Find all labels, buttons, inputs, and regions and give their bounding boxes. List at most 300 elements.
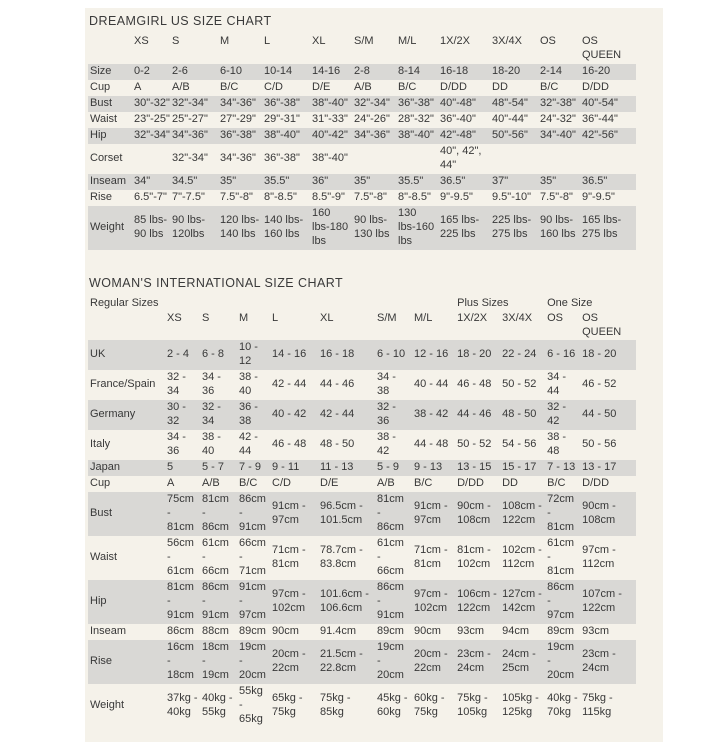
table-cell: 11 - 13 bbox=[320, 461, 354, 474]
row-label: Hip bbox=[90, 128, 107, 141]
table-cell: 40kg - 55kg bbox=[202, 691, 233, 718]
table-row bbox=[88, 144, 636, 174]
table-cell: 60kg - 75kg bbox=[414, 691, 445, 718]
table-cell: 86cm - 91cm bbox=[202, 580, 229, 621]
table-row bbox=[88, 536, 636, 580]
row-label: Bust bbox=[90, 96, 113, 109]
table-cell bbox=[396, 144, 438, 174]
size-chart-page bbox=[85, 8, 663, 742]
table-cell: 38"-40" bbox=[264, 128, 300, 141]
table-row bbox=[88, 340, 636, 370]
table-cell: C/D bbox=[272, 477, 291, 490]
table-cell: 48 - 50 bbox=[320, 438, 355, 451]
column-header: 3X/4X bbox=[502, 311, 533, 324]
row-label: UK bbox=[90, 348, 106, 361]
table-cell: 7 - 13 bbox=[547, 461, 576, 474]
table-cell: 19cm - 20cm bbox=[377, 640, 404, 681]
table-cell: 7.5"-8" bbox=[540, 190, 573, 203]
row-label: Bust bbox=[90, 507, 113, 520]
row-label: Japan bbox=[90, 461, 120, 474]
table-cell: 97cm - 102cm bbox=[272, 587, 306, 614]
table-cell: 16-18 bbox=[440, 64, 469, 77]
table-cell: 6 - 16 bbox=[547, 348, 576, 361]
table-cell: 36" bbox=[312, 174, 329, 187]
table-row bbox=[88, 128, 636, 144]
table-row bbox=[88, 580, 636, 624]
table-cell: 14 - 16 bbox=[272, 348, 307, 361]
table-cell: 24"-32" bbox=[540, 112, 576, 125]
table-cell: 40 - 42 bbox=[272, 408, 307, 421]
row-label: Hip bbox=[90, 594, 107, 607]
table-cell: 36.5" bbox=[582, 174, 608, 187]
table-cell: 34"-36" bbox=[172, 128, 208, 141]
table-row bbox=[88, 476, 636, 492]
table-cell: 35.5" bbox=[264, 174, 290, 187]
table-cell: 61cm - 66cm bbox=[377, 537, 404, 577]
column-header-row bbox=[88, 34, 636, 64]
table-cell: A bbox=[134, 80, 142, 93]
table-cell: D/E bbox=[320, 477, 339, 490]
table-cell: 44 - 48 bbox=[414, 438, 449, 451]
table-cell: 81cm - 86cm bbox=[377, 493, 404, 534]
table-cell: B/C bbox=[547, 477, 566, 490]
column-header: XS bbox=[167, 311, 182, 324]
table-cell: 7"-7.5" bbox=[172, 190, 205, 203]
table-cell bbox=[132, 144, 170, 174]
table-cell: 42 - 44 bbox=[239, 431, 258, 458]
table-cell: 45kg - 60kg bbox=[377, 691, 408, 718]
table-row bbox=[88, 64, 636, 80]
table-cell: 37kg - 40kg bbox=[167, 691, 198, 718]
table-cell: 106cm - 122cm bbox=[457, 587, 497, 614]
table-cell: B/C bbox=[239, 477, 258, 490]
row-label: Corset bbox=[90, 151, 123, 164]
column-header: S bbox=[172, 35, 180, 47]
table-row bbox=[88, 112, 636, 128]
table-cell: 85 lbs- 90 lbs bbox=[134, 213, 168, 240]
table-cell: 8.5"-9" bbox=[312, 190, 345, 203]
table-cell: D/DD bbox=[457, 477, 484, 490]
table-cell: B/C bbox=[414, 477, 433, 490]
table-cell: 34 - 36 bbox=[167, 431, 186, 458]
table-cell: 86cm - 97cm bbox=[547, 580, 575, 621]
international-chart-title: WOMAN'S INTERNATIONAL SIZE CHART bbox=[89, 275, 344, 290]
table-cell: 42"-48" bbox=[440, 128, 476, 141]
table-cell: 61cm - 66cm bbox=[202, 537, 229, 577]
table-cell: 94cm bbox=[502, 624, 530, 637]
table-cell: 34"-36" bbox=[354, 128, 390, 141]
table-cell: 9"-9.5" bbox=[440, 190, 473, 203]
table-cell: 18 - 20 bbox=[582, 348, 617, 361]
table-cell bbox=[580, 144, 636, 174]
table-cell: A/B bbox=[354, 80, 372, 93]
table-cell: 9 - 11 bbox=[272, 461, 300, 474]
table-cell: 72cm - 81cm bbox=[547, 493, 575, 534]
row-label: France/Spain bbox=[90, 378, 156, 391]
table-cell: 50 - 56 bbox=[582, 438, 617, 451]
table-cell: 2-8 bbox=[354, 64, 370, 77]
table-cell: 40"-44" bbox=[492, 112, 528, 125]
table-row bbox=[88, 624, 636, 640]
table-cell: 75kg - 115kg bbox=[582, 691, 613, 718]
table-cell: 38 - 42 bbox=[377, 431, 396, 458]
table-cell: 48 - 50 bbox=[502, 408, 537, 421]
table-cell: 91.4cm bbox=[320, 624, 357, 637]
row-label: Inseam bbox=[90, 174, 127, 187]
table-cell: 29"-31" bbox=[264, 112, 300, 125]
table-cell: 91cm - 97cm bbox=[414, 500, 448, 527]
us-chart-title: DREAMGIRL US SIZE CHART bbox=[89, 14, 272, 28]
table-cell: 35" bbox=[540, 174, 557, 187]
table-cell: 37" bbox=[492, 174, 509, 187]
table-cell: 13 - 17 bbox=[582, 461, 617, 474]
table-cell: 86cm bbox=[167, 624, 194, 637]
table-cell: 35" bbox=[354, 174, 371, 187]
table-cell: 130 lbs-160 lbs bbox=[398, 206, 435, 247]
table-cell: 32"-34" bbox=[172, 96, 208, 109]
table-cell: 93cm bbox=[457, 624, 485, 637]
table-cell: 18 - 20 bbox=[457, 348, 492, 361]
table-cell: 55kg - 65kg bbox=[239, 684, 263, 725]
table-cell: 38 - 40 bbox=[239, 371, 258, 398]
table-cell: 120 lbs-140 lbs bbox=[220, 213, 260, 240]
table-cell: 6-10 bbox=[220, 64, 243, 77]
row-label: Waist bbox=[90, 551, 118, 564]
table-cell: 38 - 40 bbox=[202, 431, 221, 458]
size-group-label: Regular Sizes bbox=[90, 296, 159, 309]
table-row bbox=[88, 640, 636, 684]
table-cell: 91cm - 97cm bbox=[239, 580, 266, 621]
column-header: 3X/4X bbox=[492, 35, 522, 47]
table-cell: 46 - 52 bbox=[582, 378, 617, 391]
column-header: OS QUEEN bbox=[582, 35, 622, 61]
column-header: S bbox=[202, 311, 210, 324]
table-cell: 32"-34" bbox=[354, 96, 390, 109]
table-cell: 50 - 52 bbox=[457, 438, 492, 451]
table-cell: 16cm - 18cm bbox=[167, 640, 194, 681]
table-cell: D/DD bbox=[440, 80, 467, 93]
table-cell: 86cm - 91cm bbox=[377, 580, 404, 621]
table-cell: 56cm - 61cm bbox=[167, 537, 194, 577]
table-cell: 16-20 bbox=[582, 64, 611, 77]
table-row bbox=[88, 460, 636, 476]
table-row bbox=[88, 190, 636, 206]
table-cell: 36.5" bbox=[440, 174, 466, 187]
column-header: S/M bbox=[377, 311, 397, 324]
table-cell: A/B bbox=[377, 477, 395, 490]
table-cell: 32 - 42 bbox=[547, 401, 567, 428]
table-cell: 24cm - 25cm bbox=[502, 647, 536, 674]
table-cell: 127cm - 142cm bbox=[502, 587, 542, 614]
table-cell: 36"-38" bbox=[264, 151, 300, 164]
table-cell: A/B bbox=[172, 80, 190, 93]
table-cell: 160 lbs-180 lbs bbox=[312, 206, 349, 247]
table-cell: 66cm - 71cm bbox=[239, 537, 266, 577]
column-header: XL bbox=[312, 35, 326, 47]
table-cell: 12 - 16 bbox=[414, 348, 449, 361]
table-cell: 90cm - 108cm bbox=[582, 500, 616, 527]
table-cell: 90 lbs- 120lbs bbox=[172, 213, 206, 240]
table-cell: 14-16 bbox=[312, 64, 341, 77]
table-cell: 38"-40" bbox=[312, 151, 348, 164]
table-cell: 61cm - 81cm bbox=[547, 537, 575, 577]
row-label: Rise bbox=[90, 654, 113, 667]
table-cell: 38 - 48 bbox=[547, 431, 567, 458]
table-cell: 89cm bbox=[239, 624, 266, 637]
table-cell: 32"-34" bbox=[134, 128, 170, 141]
table-cell: 8"-8.5" bbox=[398, 190, 431, 203]
table-cell: 97cm - 112cm bbox=[582, 544, 616, 571]
table-row bbox=[88, 684, 636, 728]
table-cell: 90 lbs- 160 lbs bbox=[540, 213, 576, 240]
table-cell: B/C bbox=[398, 80, 417, 93]
table-row bbox=[88, 492, 636, 536]
table-cell: 19cm - 20cm bbox=[547, 640, 575, 681]
table-cell: A bbox=[167, 477, 175, 490]
table-cell: 9 - 13 bbox=[414, 461, 443, 474]
table-cell: 90 lbs- 130 lbs bbox=[354, 213, 390, 240]
table-cell: 225 lbs- 275 lbs bbox=[492, 213, 532, 240]
table-cell: 46 - 48 bbox=[457, 378, 492, 391]
table-cell: 23cm - 24cm bbox=[582, 647, 616, 674]
table-cell: 36"-38" bbox=[220, 128, 256, 141]
table-cell: 81cm - 91cm bbox=[167, 580, 194, 621]
table-cell: 25"-27" bbox=[172, 112, 208, 125]
table-cell: 8"-8.5" bbox=[264, 190, 297, 203]
table-cell: 140 lbs-160 lbs bbox=[264, 213, 304, 240]
table-cell: 165 lbs- 275 lbs bbox=[582, 213, 622, 240]
table-cell: 13 - 15 bbox=[457, 461, 492, 474]
row-label: Weight bbox=[90, 220, 125, 233]
table-row bbox=[88, 370, 636, 400]
table-cell: 34 - 38 bbox=[377, 371, 396, 398]
table-cell: 50"-56" bbox=[492, 128, 528, 141]
table-cell: 78.7cm - 83.8cm bbox=[320, 544, 363, 571]
table-cell: 90cm - 108cm bbox=[457, 500, 491, 527]
table-cell: 27"-29" bbox=[220, 112, 256, 125]
table-row bbox=[88, 400, 636, 430]
column-header: M/L bbox=[414, 311, 433, 324]
column-header: 1X/2X bbox=[457, 311, 488, 324]
table-cell: 35" bbox=[220, 174, 237, 187]
column-header: OS bbox=[547, 311, 564, 324]
table-cell: 21.5cm - 22.8cm bbox=[320, 647, 363, 674]
table-cell: 81cm - 102cm bbox=[457, 544, 491, 571]
table-cell: 65kg - 75kg bbox=[272, 691, 303, 718]
table-cell: 96.5cm - 101.5cm bbox=[320, 500, 363, 527]
row-label: Weight bbox=[90, 698, 125, 711]
table-cell: 42 - 44 bbox=[320, 408, 355, 421]
table-cell: C/D bbox=[264, 80, 283, 93]
table-cell: 36"-44" bbox=[582, 112, 618, 125]
column-header: M bbox=[239, 311, 249, 324]
table-cell: 93cm bbox=[582, 624, 610, 637]
row-label: Size bbox=[90, 64, 112, 77]
table-cell: 34"-36" bbox=[220, 151, 256, 164]
table-cell: 46 - 48 bbox=[272, 438, 307, 451]
table-cell: 75cm - 81cm bbox=[167, 493, 194, 534]
table-cell: 28"-32" bbox=[398, 112, 434, 125]
table-cell: 2-6 bbox=[172, 64, 188, 77]
row-label: Rise bbox=[90, 190, 113, 203]
table-cell: 44 - 50 bbox=[582, 408, 617, 421]
table-cell: 18-20 bbox=[492, 64, 521, 77]
table-cell: 8-14 bbox=[398, 64, 421, 77]
table-cell: 36"-38" bbox=[264, 96, 300, 109]
table-cell: 34 - 44 bbox=[547, 371, 567, 398]
table-cell: 6 - 8 bbox=[202, 348, 225, 361]
table-cell bbox=[490, 144, 538, 174]
table-cell: 71cm - 81cm bbox=[272, 544, 306, 571]
size-group-header-row bbox=[88, 296, 636, 311]
table-cell: 20cm - 22cm bbox=[414, 647, 448, 674]
table-cell: 44 - 46 bbox=[320, 378, 355, 391]
row-label: Inseam bbox=[90, 624, 127, 637]
table-cell: 75kg - 85kg bbox=[320, 691, 351, 718]
international-size-chart-section bbox=[88, 272, 663, 728]
table-cell: DD bbox=[492, 80, 508, 93]
column-header: M/L bbox=[398, 35, 417, 47]
table-cell: 7.5"-8" bbox=[220, 190, 253, 203]
table-cell: 38"-40" bbox=[312, 96, 348, 109]
table-cell: 23cm - 24cm bbox=[457, 647, 491, 674]
table-cell: 34 - 36 bbox=[202, 371, 221, 398]
table-cell: 9.5"-10" bbox=[492, 190, 531, 203]
column-header-row bbox=[88, 311, 636, 341]
column-header: OS bbox=[540, 35, 556, 47]
column-header bbox=[88, 34, 132, 64]
table-cell: 34"-40" bbox=[540, 128, 576, 141]
table-row bbox=[88, 174, 636, 190]
table-cell: 32 - 34 bbox=[202, 401, 221, 428]
table-cell: DD bbox=[502, 477, 518, 490]
table-cell: 30 - 32 bbox=[167, 401, 186, 428]
table-cell: 165 lbs- 225 lbs bbox=[440, 213, 480, 240]
table-cell: 101.6cm - 106.6cm bbox=[320, 587, 369, 614]
table-cell bbox=[352, 144, 396, 174]
table-cell: 40 - 44 bbox=[414, 378, 449, 391]
table-cell: 42 - 44 bbox=[272, 378, 307, 391]
table-cell: 102cm - 112cm bbox=[502, 544, 542, 571]
table-cell: 89cm bbox=[377, 624, 404, 637]
table-cell: 90cm bbox=[272, 624, 299, 637]
table-cell: 40kg - 70kg bbox=[547, 691, 578, 718]
table-cell: 20cm - 22cm bbox=[272, 647, 306, 674]
table-cell: 19cm - 20cm bbox=[239, 640, 266, 681]
international-size-chart-table bbox=[88, 296, 636, 728]
column-header: XL bbox=[320, 311, 334, 324]
column-header: OS QUEEN bbox=[582, 311, 622, 338]
table-cell: 31"-33" bbox=[312, 112, 348, 125]
table-cell: 9"-9.5" bbox=[582, 190, 615, 203]
table-cell: 6 - 10 bbox=[377, 348, 406, 361]
table-cell: 90cm bbox=[414, 624, 441, 637]
table-cell: A/B bbox=[202, 477, 220, 490]
table-row bbox=[88, 430, 636, 460]
table-cell: 23"-25" bbox=[134, 112, 170, 125]
table-cell: 0-2 bbox=[134, 64, 150, 77]
table-cell: 88cm bbox=[202, 624, 229, 637]
table-cell: 10-14 bbox=[264, 64, 293, 77]
table-cell: 97cm - 102cm bbox=[414, 587, 448, 614]
table-cell: 16 - 18 bbox=[320, 348, 355, 361]
table-cell: 40"-48" bbox=[440, 96, 476, 109]
column-header: L bbox=[272, 311, 279, 324]
table-cell: 22 - 24 bbox=[502, 348, 537, 361]
table-cell: 24"-26" bbox=[354, 112, 390, 125]
table-cell: D/DD bbox=[582, 80, 609, 93]
table-cell: 40"-42" bbox=[312, 128, 348, 141]
table-cell: 71cm - 81cm bbox=[414, 544, 448, 571]
column-header bbox=[88, 311, 165, 341]
table-cell: 40", 42", 44" bbox=[440, 144, 482, 171]
us-size-chart-table bbox=[88, 34, 636, 250]
size-group-label: Plus Sizes bbox=[457, 296, 509, 309]
table-cell: 108cm - 122cm bbox=[502, 500, 542, 527]
table-cell: 86cm - 91cm bbox=[239, 493, 266, 534]
table-cell: 34.5" bbox=[172, 174, 198, 187]
table-cell: 32 - 36 bbox=[377, 401, 396, 428]
table-cell bbox=[538, 144, 580, 174]
column-header: L bbox=[264, 35, 271, 47]
table-cell: 36"-38" bbox=[398, 96, 434, 109]
table-cell: 5 bbox=[167, 461, 174, 474]
table-cell: 34"-36" bbox=[220, 96, 256, 109]
row-label: Cup bbox=[90, 80, 111, 93]
table-cell: 44 - 46 bbox=[457, 408, 492, 421]
table-cell: 15 - 17 bbox=[502, 461, 537, 474]
table-cell: D/DD bbox=[582, 477, 610, 490]
table-cell: B/C bbox=[540, 80, 559, 93]
table-cell: 48"-54" bbox=[492, 96, 528, 109]
table-cell: 32 - 34 bbox=[167, 371, 186, 398]
table-cell: 7 - 9 bbox=[239, 461, 262, 474]
table-cell: D/E bbox=[312, 80, 331, 93]
table-cell: 5 - 7 bbox=[202, 461, 225, 474]
table-cell: 42"-56" bbox=[582, 128, 618, 141]
table-cell: 32"-38" bbox=[540, 96, 576, 109]
table-cell: 32"-34" bbox=[172, 151, 208, 164]
table-row bbox=[88, 96, 636, 112]
table-cell: 89cm bbox=[547, 624, 575, 637]
table-cell: 10 - 12 bbox=[239, 341, 258, 368]
table-cell: 107cm - 122cm bbox=[582, 587, 622, 614]
table-cell: 40"-54" bbox=[582, 96, 618, 109]
column-header: M bbox=[220, 35, 230, 47]
size-group-label: One Size bbox=[547, 296, 593, 309]
table-cell: 6.5"-7" bbox=[134, 190, 167, 203]
us-size-chart-section bbox=[88, 10, 663, 250]
table-cell: 34" bbox=[134, 174, 151, 187]
column-header: S/M bbox=[354, 35, 374, 47]
table-cell: 50 - 52 bbox=[502, 378, 537, 391]
table-cell: 36 - 38 bbox=[239, 401, 258, 428]
row-label: Waist bbox=[90, 112, 118, 125]
row-label: Germany bbox=[90, 408, 136, 421]
table-cell: 105kg - 125kg bbox=[502, 691, 539, 718]
table-cell: 38"-40" bbox=[398, 128, 434, 141]
table-cell: 75kg - 105kg bbox=[457, 691, 488, 718]
row-label: Cup bbox=[90, 477, 111, 490]
table-cell: 36"-40" bbox=[440, 112, 476, 125]
table-cell: 7.5"-8" bbox=[354, 190, 387, 203]
row-label: Italy bbox=[90, 438, 111, 451]
table-cell: 30"-32" bbox=[134, 96, 170, 109]
table-cell: 54 - 56 bbox=[502, 438, 537, 451]
table-cell: 2 - 4 bbox=[167, 348, 190, 361]
table-cell: 18cm - 19cm bbox=[202, 640, 229, 681]
table-cell: 81cm - 86cm bbox=[202, 493, 229, 534]
